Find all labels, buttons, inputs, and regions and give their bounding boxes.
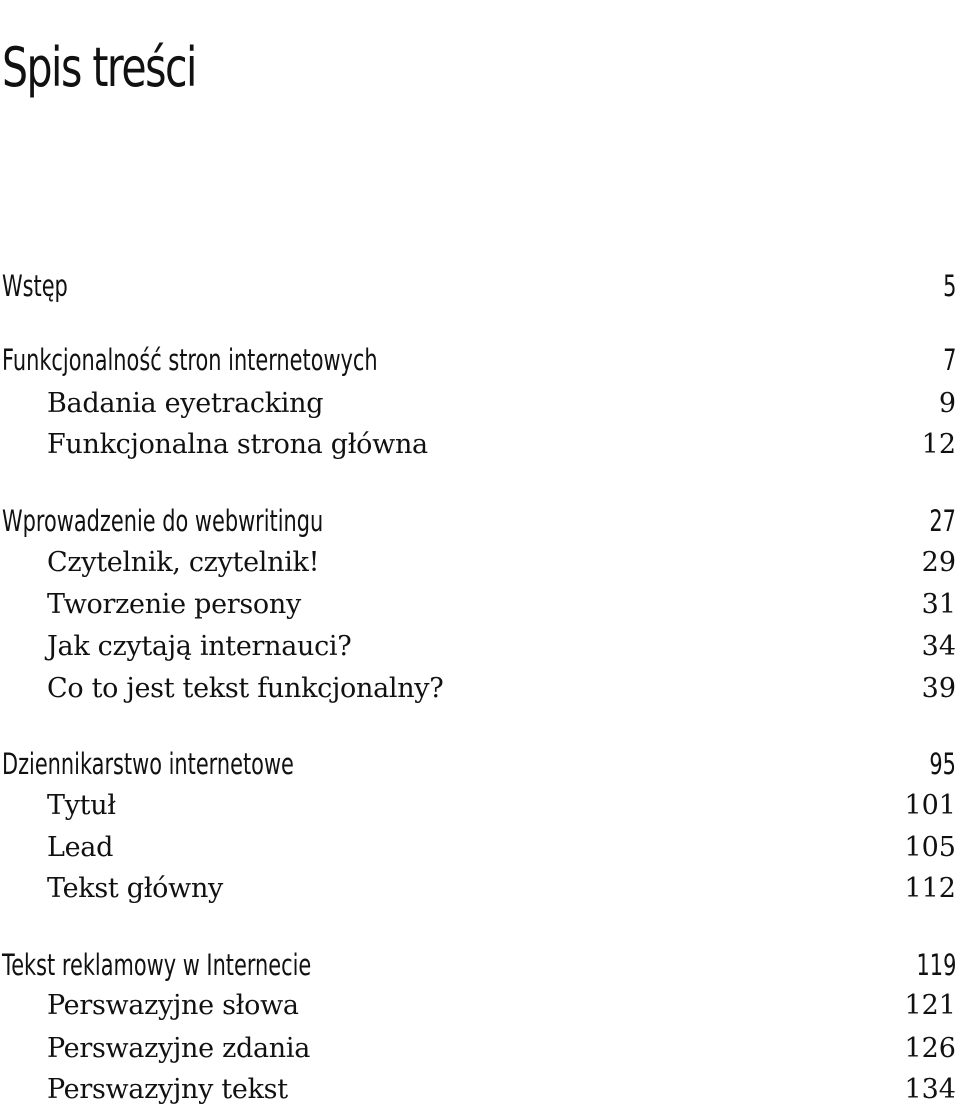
toc-entry-chapter xyxy=(0,503,960,543)
toc-entry-page-number: 105 xyxy=(904,832,956,863)
toc-entry-title: Jak czytają internauci? xyxy=(47,631,352,662)
toc-entry-page-number: 9 xyxy=(938,388,956,419)
toc-entry-page-number: 12 xyxy=(921,429,956,460)
toc-entry-section xyxy=(0,1031,960,1071)
toc-entry-section xyxy=(0,871,960,911)
toc-entry-page-number: 39 xyxy=(921,673,956,704)
toc-entry-title: Lead xyxy=(47,832,114,863)
toc-entry-section xyxy=(0,427,960,467)
toc-entry-section xyxy=(0,830,960,870)
toc-entry-section xyxy=(0,545,960,585)
toc-entry-page-number: 7 xyxy=(942,343,956,377)
toc-entry-title: Perswazyjny tekst xyxy=(47,1074,288,1105)
toc-entry-section xyxy=(0,587,960,627)
toc-entry-title: Czytelnik, czytelnik! xyxy=(47,547,320,578)
toc-entry-page-number: 29 xyxy=(921,547,956,578)
toc-entry-title: Tekst główny xyxy=(47,873,223,904)
toc-entry-page-number: 101 xyxy=(904,790,956,821)
toc-entry-page-number: 5 xyxy=(942,269,956,303)
toc-entry-page-number: 119 xyxy=(916,948,956,982)
toc-entry-title: Perswazyjne zdania xyxy=(47,1033,311,1064)
toc-entry-title: Funkcjonalna strona główna xyxy=(47,429,428,460)
toc-entry-title: Perswazyjne słowa xyxy=(47,990,299,1021)
toc-entry-section xyxy=(0,788,960,828)
toc-entry-title: Badania eyetracking xyxy=(47,388,324,419)
toc-entry-page-number: 112 xyxy=(904,873,956,904)
toc-entry-chapter xyxy=(0,947,960,987)
toc-entry-title: Tworzenie persony xyxy=(47,589,301,620)
toc-entry-title: Wprowadzenie do webwritingu xyxy=(2,504,324,538)
page-title: Spis treści xyxy=(2,36,196,100)
toc-entry-page-number: 34 xyxy=(921,631,956,662)
toc-entry-title: Co to jest tekst funkcjonalny? xyxy=(47,673,444,704)
toc-entry-section xyxy=(0,386,960,426)
toc-entry-title: Tekst reklamowy w Internecie xyxy=(2,948,312,982)
toc-entry-page-number: 126 xyxy=(904,1033,956,1064)
toc-entry-title: Dziennikarstwo internetowe xyxy=(2,747,294,781)
toc-entry-page-number: 134 xyxy=(904,1074,956,1105)
toc-entry-section xyxy=(0,1072,960,1112)
toc-entry-section xyxy=(0,629,960,669)
toc-entry-page-number: 27 xyxy=(929,504,956,538)
toc-entry-chapter xyxy=(0,746,960,786)
toc-entry-chapter xyxy=(0,342,960,382)
toc-entry-section xyxy=(0,988,960,1028)
toc-entry-title: Funkcjonalność stron internetowych xyxy=(2,343,378,377)
toc-entry-title: Wstęp xyxy=(2,269,68,303)
toc-entry-page-number: 31 xyxy=(921,589,956,620)
toc-entry-page-number: 121 xyxy=(904,990,956,1021)
toc-entry-page-number: 95 xyxy=(929,747,956,781)
toc-entry-chapter xyxy=(0,268,960,308)
toc-entry-title: Tytuł xyxy=(47,790,116,821)
toc-entry-section xyxy=(0,671,960,711)
